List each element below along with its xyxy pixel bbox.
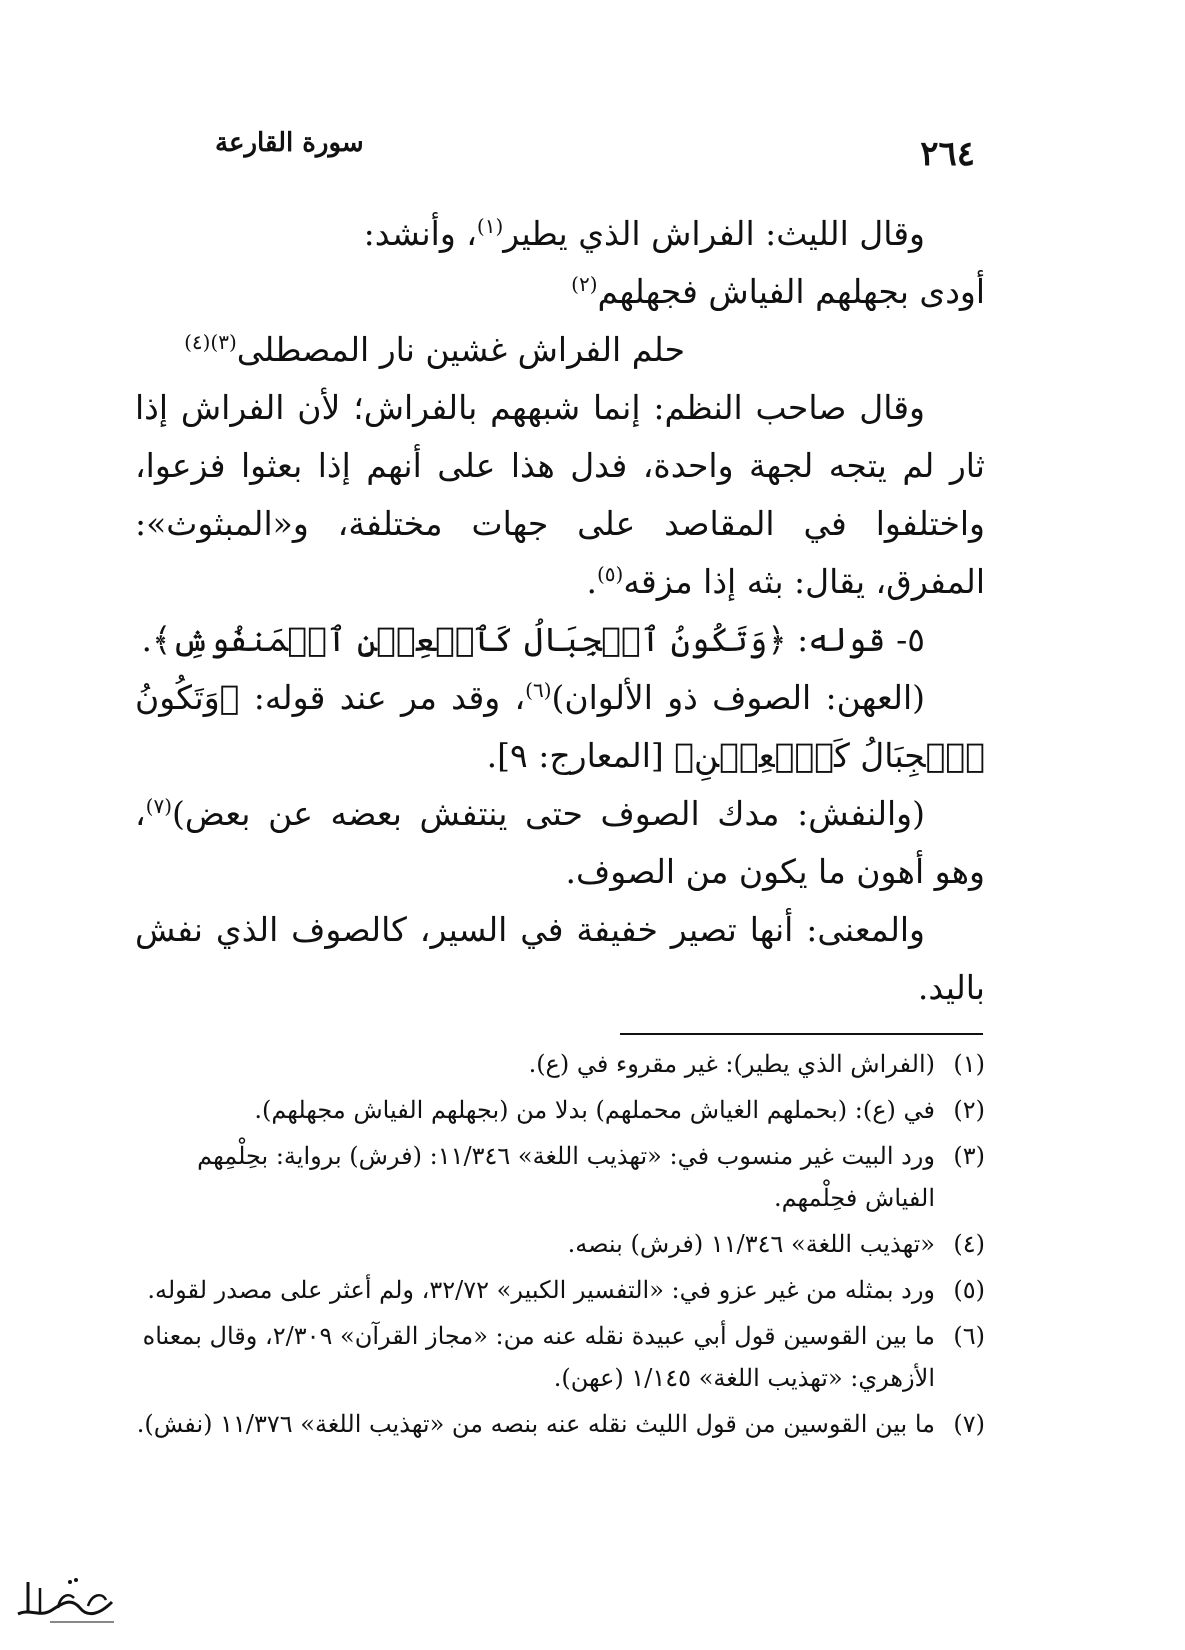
footnote xyxy=(135,1315,985,1399)
paragraph-1 xyxy=(135,205,985,263)
paragraph-4-tail: [المعارج: ٩]. xyxy=(486,736,675,775)
quran-verse: ﴿وَتَكُونُ ٱلۡجِبَالُ كَٱلۡعِهۡنِ ٱلۡمَنفُوشِ﴾ xyxy=(152,620,787,659)
footnote-ref-7: (٧) xyxy=(145,794,173,818)
paragraph-4-text: (العهن: الصوف ذو الألوان) xyxy=(551,678,925,717)
footnote-number: (٤) xyxy=(953,1230,985,1258)
footnote xyxy=(135,1089,985,1131)
footnote-text: ورد بمثله من غير عزو في: «التفسير الكبير» ٣٢/٧٢، ولم أعثر على مصدر لقوله. xyxy=(147,1276,935,1304)
paragraph-4-mid: ، وقد مر عند قوله: xyxy=(239,678,526,717)
footnote-text: في (ع): (بحملهم الغياش محملهم) بدلا من (بجهلهم الفياش مجهلهم). xyxy=(254,1096,935,1124)
footnote-ref-5: (٥) xyxy=(596,562,624,586)
footnote-divider xyxy=(620,1033,983,1035)
footnote-number: (٦) xyxy=(953,1322,985,1350)
quran-citation: ﴿وَتَكُونُ ٱلۡجِبَالُ كَٱلۡعِهۡنِ﴾ xyxy=(135,678,985,775)
footnote-number: (٣) xyxy=(953,1142,985,1170)
footnote-text: (الفراش الذي يطير): غير مقروء في (ع). xyxy=(528,1050,935,1078)
footnote-ref-3-4: (٣)(٤) xyxy=(184,330,237,354)
footnote xyxy=(135,1223,985,1265)
verse-line-2-text: حلم الفراش غشين نار المصطلى xyxy=(236,330,685,369)
footnote-text: «تهذيب اللغة» ١١/٣٤٦ (فرش) بنصه. xyxy=(567,1230,935,1258)
paragraph-3-tail: . xyxy=(141,620,153,659)
paragraph-6 xyxy=(135,901,985,1017)
verse-line-2 xyxy=(135,321,985,379)
paragraph-4 xyxy=(135,669,985,785)
footnote xyxy=(135,1403,985,1445)
footnote-ref-2: (٢) xyxy=(571,272,598,296)
verse-line-1-text: أودى بجهلهم الفياش فجهلهم xyxy=(597,272,985,311)
footnote-number: (٢) xyxy=(953,1096,985,1124)
paragraph-1-tail: ، وأنشد: xyxy=(363,214,477,253)
paragraph-5-text: (والنفش: مدك الصوف حتى ينتفش بعضه عن بعض) xyxy=(172,794,925,833)
footnote xyxy=(135,1269,985,1311)
footnote-text: ما بين القوسين من قول الليث نقله عنه بنصه من «تهذيب اللغة» ١١/٣٧٦ (نفش). xyxy=(136,1410,935,1438)
paragraph-6-text: والمعنى: أنها تصير خفيفة في السير، كالصوف الذي نفش باليد. xyxy=(135,910,985,1007)
footnote xyxy=(135,1135,985,1219)
paragraph-2-tail: . xyxy=(586,562,597,601)
paragraph-3 xyxy=(135,611,985,669)
footnote-number: (٧) xyxy=(953,1410,985,1438)
footnotes xyxy=(135,1043,985,1449)
footnote xyxy=(135,1043,985,1085)
paragraph-5 xyxy=(135,785,985,901)
footnote-text: ما بين القوسين قول أبي عبيدة نقله عنه من: «مجاز القرآن» ٢/٣٠٩، وقال بمعناه الأزهري: «تهذيب اللغة» ١/١٤٥ (عهن). xyxy=(142,1322,935,1392)
page-header xyxy=(215,128,975,188)
page-number: ٢٦٤ xyxy=(920,134,975,174)
paragraph-1-text: وقال الليث: الفراش الذي يطير xyxy=(503,214,925,253)
footnote-text: ورد البيت غير منسوب في: «تهذيب اللغة» ١١/٣٤٦: (فرش) برواية: بحِلْمِهم الفياش فحِلْمهم. xyxy=(197,1142,935,1212)
running-title: سورة القارعة xyxy=(215,128,364,158)
footnote-number: (١) xyxy=(953,1050,985,1078)
paragraph-2 xyxy=(135,379,985,611)
main-text xyxy=(135,205,985,1017)
paragraph-5-tail: ، وهو أهون ما يكون من الصوف. xyxy=(135,794,985,891)
calligraphy-logo-icon xyxy=(10,1568,120,1628)
verse-line-1 xyxy=(135,263,985,321)
verse-number-lead: ٥- قوله: xyxy=(786,620,925,659)
footnote-number: (٥) xyxy=(953,1276,985,1304)
paragraph-2-text: وقال صاحب النظم: إنما شبههم بالفراش؛ لأن الفراش إذا ثار لم يتجه لجهة واحدة، فدل هذا على أنهم إذا بعثوا فزعوا، واختلفوا في المقاصد على جهات مختلفة، و«المبثوث»: المفرق، يقال: بثه إذا مزقه xyxy=(135,388,985,601)
footnote-ref-1: (١) xyxy=(476,214,504,238)
footnote-ref-6: (٦) xyxy=(525,678,552,702)
